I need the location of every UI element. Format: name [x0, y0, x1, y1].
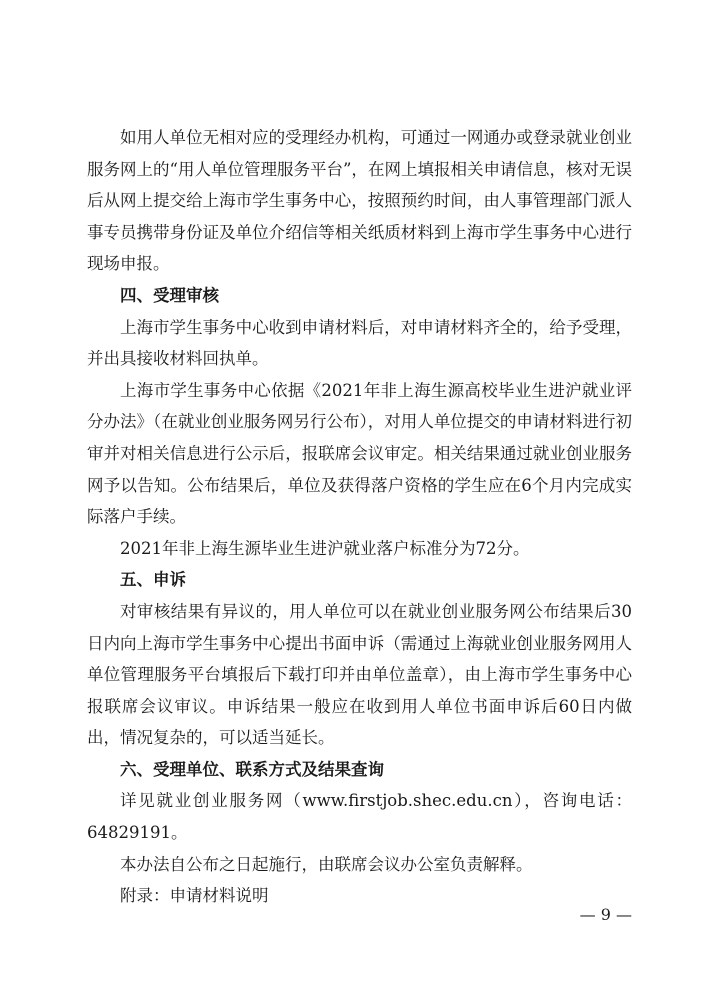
section-heading-contact: 六、受理单位、联系方式及结果查询: [120, 759, 384, 779]
document-body: [87, 122, 632, 912]
section-heading-review: 四、受理审核: [120, 285, 219, 305]
paragraph-appendix: 附录：申请材料说明: [120, 886, 269, 906]
page-number: — 9 —: [579, 905, 632, 924]
paragraph-contact: 详见就业创业服务网（www.firstjob.shec.edu.cn），咨询电话：64829191。: [87, 791, 632, 843]
paragraph-acceptance: 上海市学生事务中心收到申请材料后，对申请材料齐全的，给予受理，并出具接收材料回执单。: [87, 317, 632, 369]
paragraph-effective: 本办法自公布之日起施行，由联席会议办公室负责解释。: [120, 854, 533, 874]
paragraph-appeal: 对审核结果有异议的，用人单位可以在就业创业服务网公布结果后30日内向上海市学生事务中心提出书面申诉（需通过上海就业创业服务网用人单位管理服务平台填报后下载打印并由单位盖章），由上海市学生事务中心报联席会议审议。申诉结果一般应在收到用人单位书面申诉后60日内做出，情况复杂的，可以适当延长。: [87, 601, 632, 748]
paragraph-online-application: 如用人单位无相对应的受理经办机构，可通过一网通办或登录就业创业服务网上的“用人单位管理服务平台”，在网上填报相关申请信息，核对无误后从网上提交给上海市学生事务中心，按照预约时间，由人事管理部门派人事专员携带身份证及单位介绍信等相关纸质材料到上海市学生事务中心进行现场申报。: [87, 128, 632, 274]
paragraph-score-standard: 2021年非上海生源毕业生进沪就业落户标准分为72分。: [120, 538, 530, 558]
section-heading-appeal: 五、申诉: [120, 570, 186, 590]
paragraph-evaluation: 上海市学生事务中心依据《2021年非上海生源高校毕业生进沪就业评分办法》（在就业创业服务网另行公布），对用人单位提交的申请材料进行初审并对相关信息进行公示后，报联席会议审定。相关结果通过就业创业服务网予以告知。公布结果后，单位及获得落户资格的学生应在6个月内完成实际落户手续。: [87, 380, 632, 527]
